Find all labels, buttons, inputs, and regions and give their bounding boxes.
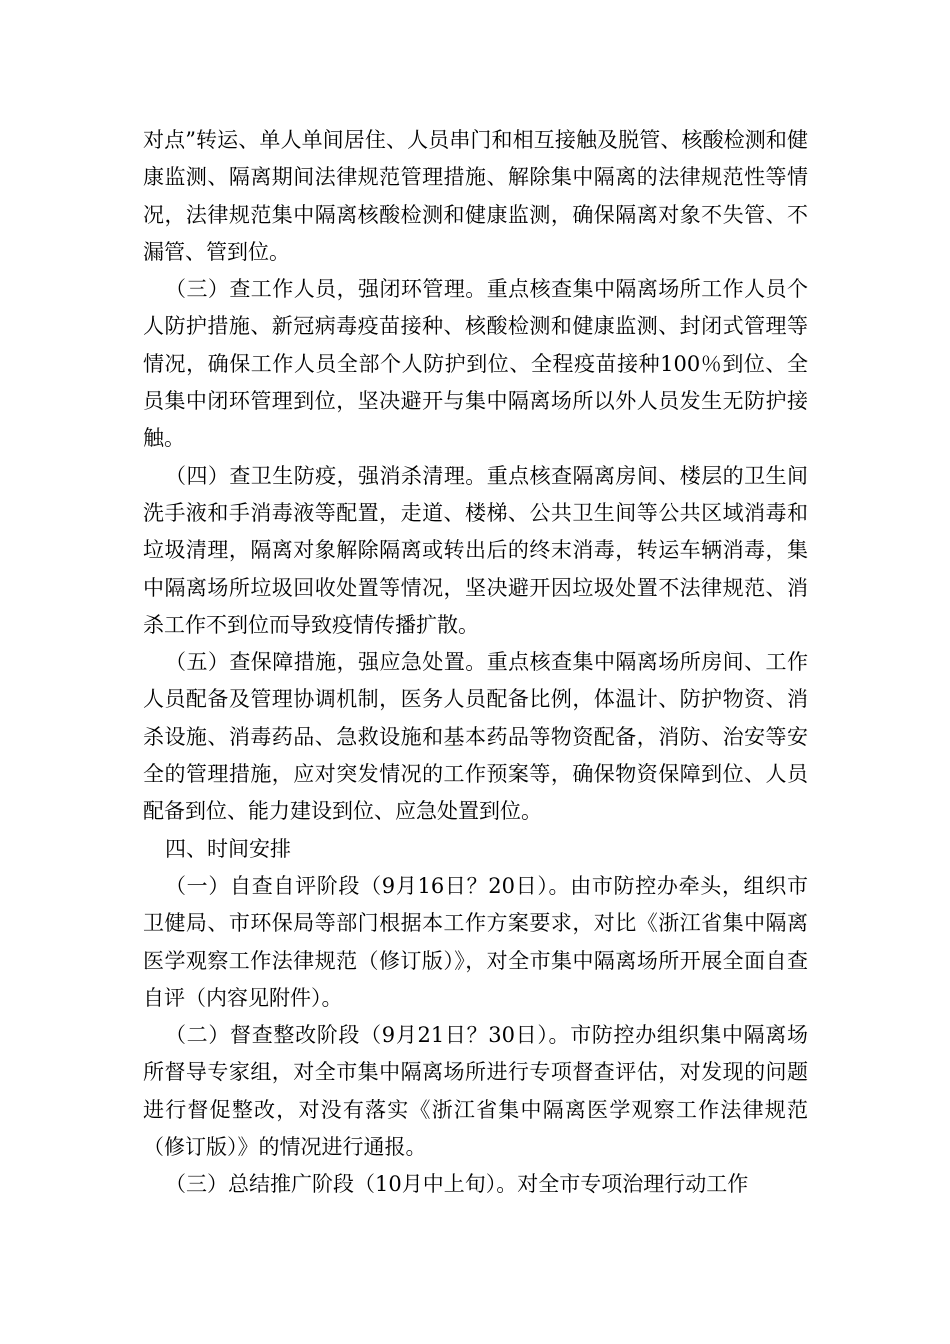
paragraph-7: （三）总结推广阶段（10月中上旬）。对全市专项治理行动工作 bbox=[165, 1172, 749, 1197]
paragraph-3: （四）查卫生防疫，强消杀清理。重点核查隔离房间、楼层的卫生间洗手液和手消毒液等配置，走道、楼梯、公共卫生间等公共区域消毒和垃圾清理，隔离对象解除隔离或转出后的终末消毒，转运车辆消毒，集中隔离场所垃圾回收处置等情况，坚决避开因垃圾处置不法律规范、消杀工作不到位而导致疫情传播扩散。 bbox=[143, 463, 808, 637]
paragraph-4: （五）查保障措施，强应急处置。重点核查集中隔离场所房间、工作人员配备及管理协调机制，医务人员配备比例，体温计、防护物资、消杀设施、消毒药品、急救设施和基本药品等物资配备，消防、治安等安全的管理措施，应对突发情况的工作预案等，确保物资保障到位、人员配备到位、能力建设到位、应急处置到位。 bbox=[143, 650, 808, 824]
document-body bbox=[143, 122, 808, 1204]
paragraph-6: （二）督查整改阶段（9月21日？30日）。市防控办组织集中隔离场所督导专家组，对全市集中隔离场所进行专项督查评估，对发现的问题进行督促整改，对没有落实《浙江省集中隔离医学观察工作法律规范（修订版）》的情况进行通报。 bbox=[143, 1023, 808, 1160]
paragraph-1: 对点”转运、单人单间居住、人员串门和相互接触及脱管、核酸检测和健康监测、隔离期间法律规范管理措施、解除集中隔离的法律规范性等情况，法律规范集中隔离核酸检测和健康监测，确保隔离对象不失管、不漏管、管到位。 bbox=[143, 128, 808, 264]
paragraph-5: （一）自查自评阶段（9月16日？20日）。由市防控办牵头，组织市卫健局、市环保局等部门根据本工作方案要求，对比《浙江省集中隔离医学观察工作法律规范（修订版）》，对全市集中隔离场所开展全面自查自评（内容见附件）。 bbox=[143, 873, 808, 1010]
paragraph-2: （三）查工作人员，强闭环管理。重点核查集中隔离场所工作人员个人防护措施、新冠病毒疫苗接种、核酸检测和健康监测、封闭式管理等情况，确保工作人员全部个人防护到位、全程疫苗接种100％到位、全员集中闭环管理到位，坚决避开与集中隔离场所以外人员发生无防护接触。 bbox=[143, 277, 808, 451]
section-heading-time-schedule: 四、时间安排 bbox=[165, 836, 291, 861]
